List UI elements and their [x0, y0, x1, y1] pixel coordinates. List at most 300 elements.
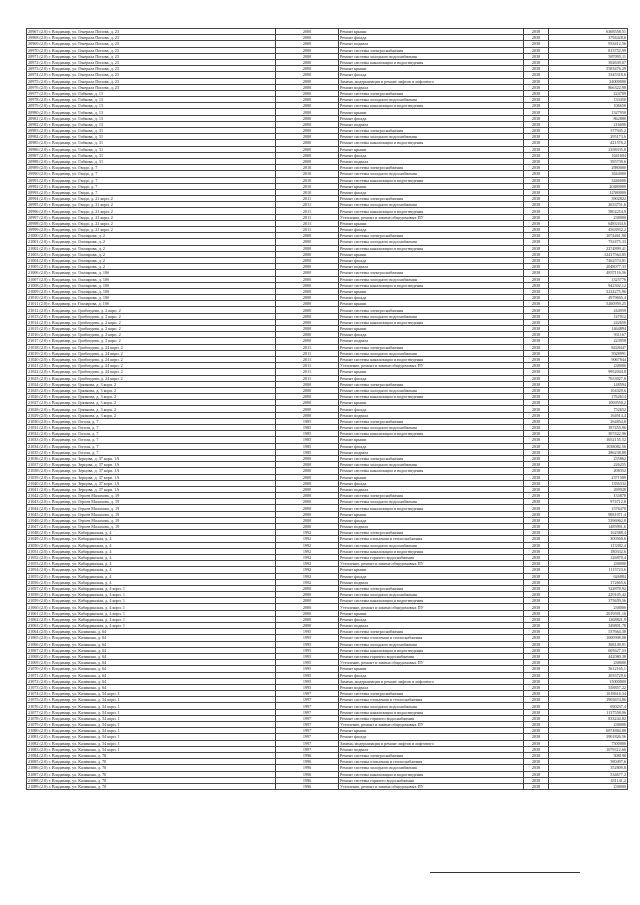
cost-cell: 238000 [549, 660, 628, 666]
term-cell: 2038 [524, 511, 549, 517]
year-cell: 2000 [276, 47, 339, 53]
year-cell: 1985 [276, 425, 339, 431]
year-cell: 2000 [276, 338, 339, 344]
cost-cell: 3446000 [549, 177, 628, 183]
year-cell: 2000 [276, 103, 339, 109]
term-cell: 2038 [524, 29, 549, 35]
cost-cell: 1356332 [549, 480, 628, 486]
address-cell: 21066 (2.0) г. Владимир, ул. Калинина, д. 64 [27, 641, 276, 647]
year-cell: 2010 [276, 189, 339, 195]
term-cell: 2038 [524, 115, 549, 121]
cost-cell: 286238,88 [549, 449, 628, 455]
term-cell: 2038 [524, 684, 549, 690]
work-type-cell: Ремонт системы холодного водоснабжения [339, 703, 524, 709]
work-type-cell: Ремонт фасада [339, 115, 524, 121]
cost-cell: 3902822 [549, 196, 628, 202]
term-cell: 2038 [524, 319, 549, 325]
term-cell: 2038 [524, 301, 549, 307]
term-cell: 2038 [524, 183, 549, 189]
year-cell: 1985 [276, 437, 339, 443]
work-type-cell: Ремонт фасада [339, 152, 524, 158]
year-cell: 2000 [276, 480, 339, 486]
address-cell: 20978 (2.0) г. Владимир, ул. Гибкова, д. 13 [27, 97, 276, 103]
footer-rule [430, 872, 580, 873]
address-cell: 21030 (2.0) г. Владимир, ул. Гоголя, д. 7 [27, 418, 276, 424]
year-cell: 2010 [276, 177, 339, 183]
work-type-cell: Ремонт фасада [339, 443, 524, 449]
cost-cell: 6483334,6 [549, 220, 628, 226]
year-cell: 1992 [276, 542, 339, 548]
work-type-cell: Ремонт крыши [339, 66, 524, 72]
year-cell: 2000 [276, 41, 339, 47]
address-cell: 21013 (2.0) г. Владимир, ул. Грибоедова, д. 2 корп. 2 [27, 313, 276, 319]
work-type-cell: Ремонт фасада [339, 257, 524, 263]
work-type-cell: Ремонт системы холодного водоснабжения [339, 97, 524, 103]
address-cell: 20969 (2.0) г. Владимир, ул. Генерала Попова, д. 23 [27, 41, 276, 47]
cost-cell: 106650 [549, 103, 628, 109]
term-cell: 2038 [524, 431, 549, 437]
term-cell: 2038 [524, 350, 549, 356]
register-sheet [26, 28, 626, 790]
year-cell: 2000 [276, 115, 339, 121]
cost-cell: 238000 [549, 722, 628, 728]
address-cell: 20970 (2.0) г. Владимир, ул. Генерала Попова, д. 23 [27, 47, 276, 53]
term-cell: 2038 [524, 121, 549, 127]
cost-cell: 8428447 [549, 344, 628, 350]
address-cell: 21071 (2.0) г. Владимир, ул. Калинина, д. 64 [27, 672, 276, 678]
year-cell: 2000 [276, 59, 339, 65]
work-type-cell: Ремонт фасада [339, 332, 524, 338]
address-cell: 21005 (2.0) г. Владимир, ул. Гончарова, д. 2 [27, 264, 276, 270]
cost-cell: 352809,8 [549, 765, 628, 771]
address-cell: 20999 (2.0) г. Владимир, ул. Гвидо, д. 21 корп. 2 [27, 227, 276, 233]
term-cell: 2038 [524, 437, 549, 443]
term-cell: 2038 [524, 59, 549, 65]
term-cell: 2038 [524, 227, 549, 233]
cost-cell: 813752,99 [549, 47, 628, 53]
cost-cell: 5260959,25 [549, 301, 628, 307]
work-type-cell: Ремонт системы канализации и водоотведения [339, 319, 524, 325]
year-cell: 1992 [276, 530, 339, 536]
work-type-cell: Ремонт системы холодного водоснабжения [339, 542, 524, 548]
year-cell: 2000 [276, 245, 339, 251]
work-type-cell: Ремонт подвала [339, 623, 524, 629]
address-cell: 21053 (2.0) г. Владимир, ул. Кабардинская, д. 4 [27, 561, 276, 567]
term-cell: 2038 [524, 394, 549, 400]
address-cell: 21006 (2.0) г. Владимир, ул. Гончарова, д. 10б [27, 270, 276, 276]
year-cell: 1995 [276, 666, 339, 672]
address-cell: 21067 (2.0) г. Владимир, ул. Калинина, д. 64 [27, 647, 276, 653]
term-cell: 2038 [524, 765, 549, 771]
term-cell: 2038 [524, 734, 549, 740]
work-type-cell: Ремонт системы электроснабжения [339, 455, 524, 461]
year-cell: 2000 [276, 251, 339, 257]
year-cell: 1995 [276, 647, 339, 653]
term-cell: 2038 [524, 579, 549, 585]
work-type-cell: Ремонт системы горячего водоснабжения [339, 777, 524, 783]
year-cell: 2000 [276, 90, 339, 96]
address-cell: 21040 (2.0) г. Владимир, ул. Зерцова, д. 37 корп. 1А [27, 480, 276, 486]
work-type-cell: Ремонт системы отопления и теплоснабжения [339, 759, 524, 765]
cost-cell: 226255 [549, 462, 628, 468]
cost-cell: 208352 [549, 468, 628, 474]
year-cell: 2000 [276, 282, 339, 288]
year-cell: 2000 [276, 598, 339, 604]
cost-cell: 5802254,9 [549, 208, 628, 214]
year-cell: 2000 [276, 585, 339, 591]
work-type-cell: Ремонт фасада [339, 189, 524, 195]
term-cell: 2038 [524, 288, 549, 294]
address-cell: 21045 (2.0) г. Владимир, ул. Героев Малахова, д. 19 [27, 511, 276, 517]
address-cell: 21009 (2.0) г. Владимир, ул. Гончарова, д. 10б [27, 288, 276, 294]
address-cell: 21046 (2.0) г. Владимир, ул. Героев Малахова, д. 19 [27, 517, 276, 523]
term-cell: 2038 [524, 610, 549, 616]
term-cell: 2038 [524, 524, 549, 530]
year-cell: 1992 [276, 554, 339, 560]
year-cell: 2011 [276, 208, 339, 214]
cost-cell: 3612165,1 [549, 666, 628, 672]
address-cell: 21049 (2.0) г. Владимир, ул. Кабардинская, д. 4 [27, 536, 276, 542]
work-type-cell: Ремонт фасада [339, 406, 524, 412]
year-cell: 2000 [276, 468, 339, 474]
address-cell: 21027 (2.0) г. Владимир, ул. Грязнова, д. 3 корп. 2 [27, 400, 276, 406]
cost-cell: 931167 [549, 332, 628, 338]
cost-cell: 133450 [549, 97, 628, 103]
year-cell: 1985 [276, 418, 339, 424]
year-cell: 1995 [276, 684, 339, 690]
cost-cell: 1903674,86 [549, 697, 628, 703]
address-cell: 21012 (2.0) г. Владимир, ул. Грибоедова, д. 2 корп. 2 [27, 307, 276, 313]
work-type-cell: Ремонт системы холодного водоснабжения [339, 765, 524, 771]
work-type-cell: Ремонт системы холодного водоснабжения [339, 499, 524, 505]
address-cell: 21025 (2.0) г. Владимир, ул. Грязнова, д. 3 корп. 2 [27, 387, 276, 393]
cost-cell: 238000 [549, 363, 628, 369]
cost-cell: 375659,56 [549, 598, 628, 604]
work-type-cell: Ремонт системы электроснабжения [339, 270, 524, 276]
cost-cell: 349801,78 [549, 623, 628, 629]
address-cell: 21051 (2.0) г. Владимир, ул. Кабардинская, д. 4 [27, 548, 276, 554]
term-cell: 2038 [524, 715, 549, 721]
cost-cell: 24000000 [549, 78, 628, 84]
cost-cell: 752652 [549, 406, 628, 412]
cost-cell: 3794428,6 [549, 35, 628, 41]
address-cell: 20987 (2.0) г. Владимир, ул. Гибкова, д. 31 [27, 152, 276, 158]
year-cell: 1992 [276, 579, 339, 585]
cost-cell: 147012 [549, 313, 628, 319]
work-type-cell: Ремонт системы холодного водоснабжения [339, 276, 524, 282]
address-cell: 20975 (2.0) г. Владимир, ул. Генерала Попова, д. 23 [27, 78, 276, 84]
cost-cell: 300560,6 [549, 536, 628, 542]
address-cell: 20979 (2.0) г. Владимир, ул. Гибкова, д. 13 [27, 103, 276, 109]
work-type-cell: Ремонт крыши [339, 288, 524, 294]
address-cell: 20997 (2.0) г. Владимир, ул. Гвидо, д. 21 корп. 2 [27, 214, 276, 220]
address-cell: 21000 (2.0) г. Владимир, ул. Гончарова, д. 2 [27, 233, 276, 239]
term-cell: 2038 [524, 499, 549, 505]
address-cell: 21002 (2.0) г. Владимир, ул. Гончарова, д. 2 [27, 245, 276, 251]
year-cell: 1992 [276, 561, 339, 567]
cost-cell: 148594 [549, 381, 628, 387]
cost-cell: 942302,12 [549, 282, 628, 288]
address-cell: 20991 (2.0) г. Владимир, ул. Гвидо, д. 7 [27, 177, 276, 183]
address-cell: 20968 (2.0) г. Владимир, ул. Генерала Попова, д. 23 [27, 35, 276, 41]
address-cell: 21043 (2.0) г. Владимир, ул. Героев Малахова, д. 19 [27, 499, 276, 505]
term-cell: 2038 [524, 128, 549, 134]
address-cell: 21017 (2.0) г. Владимир, ул. Грибоедова, д. 2 корп. 2 [27, 338, 276, 344]
year-cell: 1992 [276, 548, 339, 554]
term-cell: 2038 [524, 722, 549, 728]
capital-repair-table [26, 28, 628, 790]
cost-cell: 3901826,56 [549, 734, 628, 740]
cost-cell: 133878 [549, 493, 628, 499]
address-cell: 21062 (2.0) г. Владимир, ул. Кабардинская, д. 4 корп. 1 [27, 616, 276, 622]
year-cell: 2011 [276, 356, 339, 362]
year-cell: 2000 [276, 493, 339, 499]
year-cell: 1997 [276, 734, 339, 740]
term-cell: 2038 [524, 783, 549, 789]
address-cell: 21048 (2.0) г. Владимир, ул. Кабардинская, д. 4 [27, 530, 276, 536]
cost-cell: 1327950 [549, 109, 628, 115]
year-cell: 2000 [276, 400, 339, 406]
address-cell: 20988 (2.0) г. Владимир, ул. Гибкова, д. 31 [27, 158, 276, 164]
year-cell: 2000 [276, 97, 339, 103]
work-type-cell: Ремонт фасада [339, 375, 524, 381]
term-cell: 2038 [524, 635, 549, 641]
cost-cell: 587095,11 [549, 53, 628, 59]
table-row [27, 783, 628, 789]
address-cell: 20998 (2.0) г. Владимир, ул. Гвидо, д. 21 корп. 2 [27, 220, 276, 226]
year-cell: 2000 [276, 592, 339, 598]
work-type-cell: Ремонт системы холодного водоснабжения [339, 387, 524, 393]
cost-cell: 6368558,51 [549, 29, 628, 35]
address-cell: 21069 (2.0) г. Владимир, ул. Калинина, д. 64 [27, 660, 276, 666]
address-cell: 21029 (2.0) г. Владимир, ул. Грязнова, д. 3 корп. 2 [27, 412, 276, 418]
work-type-cell: Ремонт системы канализации и водоотведения [339, 140, 524, 146]
address-cell: 21032 (2.0) г. Владимир, ул. Гоголя, д. 7 [27, 431, 276, 437]
year-cell: 2000 [276, 462, 339, 468]
address-cell: 21055 (2.0) г. Владимир, ул. Кабардинская, д. 4 [27, 573, 276, 579]
year-cell: 1997 [276, 728, 339, 734]
work-type-cell: Ремонт системы электроснабжения [339, 307, 524, 313]
year-cell: 1997 [276, 709, 339, 715]
work-type-cell: Ремонт крыши [339, 610, 524, 616]
cost-cell: 1652155,52 [549, 437, 628, 443]
work-type-cell: Ремонт системы отопления и теплоснабжения [339, 536, 524, 542]
address-cell: 21031 (2.0) г. Владимир, ул. Гоголя, д. 7 [27, 425, 276, 431]
year-cell: 1997 [276, 746, 339, 752]
address-cell: 21037 (2.0) г. Владимир, ул. Зерцова, д. 37 корп. 1А [27, 462, 276, 468]
address-cell: 21085 (2.0) г. Владимир, ул. Калинина, д. 70 [27, 759, 276, 765]
term-cell: 2038 [524, 530, 549, 536]
work-type-cell: Ремонт системы канализации и водоотведения [339, 647, 524, 653]
cost-cell: 974712,8 [549, 499, 628, 505]
term-cell: 2038 [524, 66, 549, 72]
term-cell: 2038 [524, 400, 549, 406]
address-cell: 21060 (2.0) г. Владимир, ул. Кабардинская, д. 4 корп. 1 [27, 604, 276, 610]
cost-cell: 580497,6 [549, 759, 628, 765]
year-cell: 2000 [276, 53, 339, 59]
term-cell: 2038 [524, 449, 549, 455]
cost-cell: 269928 [549, 486, 628, 492]
year-cell: 1996 [276, 752, 339, 758]
work-type-cell: Ремонт фасада [339, 35, 524, 41]
work-type-cell: Утепление, ремонт и замена общедомовых ПУ [339, 561, 524, 567]
year-cell: 1995 [276, 629, 339, 635]
term-cell: 2038 [524, 387, 549, 393]
year-cell: 1992 [276, 536, 339, 542]
cost-cell: 1018616,34 [549, 691, 628, 697]
term-cell: 2038 [524, 270, 549, 276]
year-cell: 2000 [276, 264, 339, 270]
cost-cell: 862880 [549, 115, 628, 121]
year-cell: 2011 [276, 369, 339, 375]
work-type-cell: Ремонт системы электроснабжения [339, 381, 524, 387]
work-type-cell: Ремонт системы канализации и водоотведения [339, 59, 524, 65]
address-cell: 21079 (2.0) г. Владимир, ул. Калинина, д. 54 корп. 1 [27, 722, 276, 728]
address-cell: 21063 (2.0) г. Владимир, ул. Кабардинская, д. 4 корп. 1 [27, 623, 276, 629]
work-type-cell: Ремонт крыши [339, 301, 524, 307]
term-cell: 2038 [524, 616, 549, 622]
work-type-cell: Ремонт системы электроснабжения [339, 691, 524, 697]
year-cell: 2000 [276, 455, 339, 461]
address-cell: 21038 (2.0) г. Владимир, ул. Зерцова, д. 37 корп. 1А [27, 468, 276, 474]
work-type-cell: Ремонт системы холодного водоснабжения [339, 592, 524, 598]
address-cell: 20986 (2.0) г. Владимир, ул. Гибкова, д. 31 [27, 146, 276, 152]
cost-cell: 5396962,8 [549, 517, 628, 523]
year-cell: 2000 [276, 270, 339, 276]
term-cell: 2038 [524, 585, 549, 591]
term-cell: 2038 [524, 332, 549, 338]
cost-cell: 9067844 [549, 356, 628, 362]
address-cell: 21074 (2.0) г. Владимир, ул. Калинина, д. 54 корп. 1 [27, 691, 276, 697]
term-cell: 2038 [524, 412, 549, 418]
year-cell: 1996 [276, 771, 339, 777]
address-cell: 21078 (2.0) г. Владимир, ул. Калинина, д. 54 корп. 1 [27, 715, 276, 721]
term-cell: 2038 [524, 567, 549, 573]
cost-cell: 1038082,56 [549, 443, 628, 449]
term-cell: 2038 [524, 233, 549, 239]
work-type-cell: Ремонт фасада [339, 573, 524, 579]
cost-cell: 1268821,9 [549, 616, 628, 622]
work-type-cell: Ремонт системы холодного водоснабжения [339, 53, 524, 59]
term-cell: 2038 [524, 554, 549, 560]
term-cell: 2038 [524, 425, 549, 431]
term-cell: 2038 [524, 369, 549, 375]
address-cell: 21082 (2.0) г. Владимир, ул. Калинина, д. 54 корп. 1 [27, 740, 276, 746]
address-cell: 21004 (2.0) г. Владимир, ул. Гончарова, д. 2 [27, 257, 276, 263]
address-cell: 21061 (2.0) г. Владимир, ул. Кабардинская, д. 4 корп. 1 [27, 610, 276, 616]
cost-cell: 9952044,8 [549, 369, 628, 375]
term-cell: 2038 [524, 152, 549, 158]
work-type-cell: Ремонт фасада [339, 72, 524, 78]
work-type-cell: Ремонт подвала [339, 579, 524, 585]
year-cell: 1996 [276, 759, 339, 765]
term-cell: 2038 [524, 697, 549, 703]
work-type-cell: Ремонт системы горячего водоснабжения [339, 554, 524, 560]
address-cell: 21010 (2.0) г. Владимир, ул. Гончарова, д. 10б [27, 295, 276, 301]
term-cell: 2038 [524, 78, 549, 84]
address-cell: 21041 (2.0) г. Владимир, ул. Зерцова, д. 37 корп. 1А [27, 486, 276, 492]
year-cell: 1985 [276, 431, 339, 437]
term-cell: 2038 [524, 165, 549, 171]
term-cell: 2038 [524, 598, 549, 604]
address-cell: 20992 (2.0) г. Владимир, ул. Гвидо, д. 7 [27, 183, 276, 189]
work-type-cell: Ремонт подвала [339, 449, 524, 455]
year-cell: 1992 [276, 567, 339, 573]
address-cell: 21089 (2.0) г. Владимир, ул. Калинина, д. 70 [27, 783, 276, 789]
term-cell: 2038 [524, 245, 549, 251]
address-cell: 21080 (2.0) г. Владимир, ул. Калинина, д. 54 корп. 1 [27, 728, 276, 734]
cost-cell: 508198 [549, 752, 628, 758]
cost-cell: 2633751,6 [549, 202, 628, 208]
work-type-cell: Замена, модернизация и ремонт лифтов и лифтового [339, 678, 524, 684]
address-cell: 21083 (2.0) г. Владимир, ул. Калинина, д. 54 корп. 1 [27, 746, 276, 752]
cost-cell: 421576,2 [549, 140, 628, 146]
cost-cell: 216690 [549, 121, 628, 127]
address-cell: 21081 (2.0) г. Владимир, ул. Калинина, д. 54 корп. 1 [27, 734, 276, 740]
term-cell: 2038 [524, 381, 549, 387]
cost-cell: 5583476,29 [549, 66, 628, 72]
term-cell: 2038 [524, 276, 549, 282]
term-cell: 2038 [524, 189, 549, 195]
cost-cell: 1115723,6 [549, 567, 628, 573]
work-type-cell: Ремонт системы горячего водоснабжения [339, 715, 524, 721]
address-cell: 20967 (2.0) г. Владимир, ул. Генерала Попова, д. 23 [27, 29, 276, 35]
cost-cell: 2358335,8 [549, 146, 628, 152]
year-cell: 2000 [276, 288, 339, 294]
work-type-cell: Ремонт системы канализации и водоотведения [339, 598, 524, 604]
year-cell: 1995 [276, 641, 339, 647]
work-type-cell: Утепление, ремонт и замена общедомовых ПУ [339, 363, 524, 369]
year-cell: 2011 [276, 202, 339, 208]
year-cell: 2000 [276, 610, 339, 616]
address-cell: 21024 (2.0) г. Владимир, ул. Грязнова, д. 3 корп. 2 [27, 381, 276, 387]
cost-cell: 15000000 [549, 678, 628, 684]
year-cell: 2000 [276, 128, 339, 134]
term-cell: 2038 [524, 517, 549, 523]
work-type-cell: Ремонт крыши [339, 183, 524, 189]
year-cell: 2000 [276, 332, 339, 338]
work-type-cell: Ремонт системы электроснабжения [339, 47, 524, 53]
term-cell: 2038 [524, 604, 549, 610]
work-type-cell: Ремонт системы электроснабжения [339, 196, 524, 202]
cost-cell: 238000 [549, 561, 628, 567]
address-cell: 21077 (2.0) г. Владимир, ул. Калинина, д. 54 корп. 1 [27, 709, 276, 715]
work-type-cell: Ремонт крыши [339, 474, 524, 480]
cost-cell: 172665,6 [549, 579, 628, 585]
address-cell: 21076 (2.0) г. Владимир, ул. Калинина, д. 54 корп. 1 [27, 703, 276, 709]
work-type-cell: Ремонт системы канализации и водоотведения [339, 245, 524, 251]
address-cell: 20973 (2.0) г. Владимир, ул. Генерала Попова, д. 23 [27, 66, 276, 72]
year-cell: 2000 [276, 134, 339, 140]
cost-cell: 431141,2 [549, 777, 628, 783]
year-cell: 2000 [276, 511, 339, 517]
address-cell: 21018 (2.0) г. Владимир, ул. Грибоедова, д. 24 корп. 2 [27, 344, 276, 350]
address-cell: 20985 (2.0) г. Владимир, ул. Гибкова, д. 31 [27, 140, 276, 146]
term-cell: 2038 [524, 257, 549, 263]
address-cell: 21035 (2.0) г. Владимир, ул. Гоголя, д. 7 [27, 449, 276, 455]
cost-cell: 2035729,6 [549, 672, 628, 678]
address-cell: 21008 (2.0) г. Владимир, ул. Гончарова, д. 10б [27, 282, 276, 288]
year-cell: 2000 [276, 412, 339, 418]
cost-cell: 1074461,98 [549, 233, 628, 239]
year-cell: 2011 [276, 344, 339, 350]
work-type-cell: Ремонт системы холодного водоснабжения [339, 171, 524, 177]
address-cell: 21033 (2.0) г. Владимир, ул. Гоголя, д. 7 [27, 437, 276, 443]
term-cell: 2038 [524, 486, 549, 492]
work-type-cell: Ремонт фасада [339, 616, 524, 622]
cost-cell: 238000 [549, 214, 628, 220]
term-cell: 2038 [524, 97, 549, 103]
